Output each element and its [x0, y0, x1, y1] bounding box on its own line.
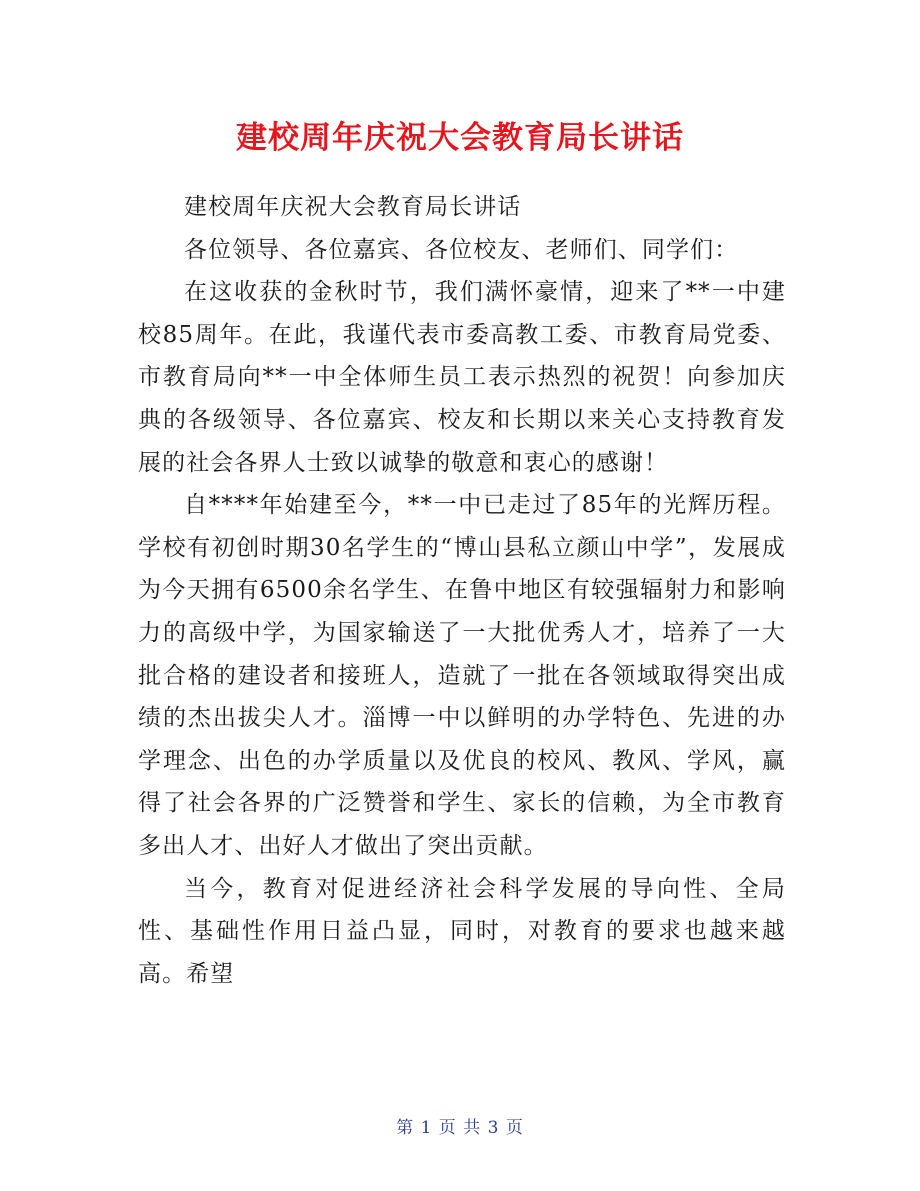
- paragraph-history: 自****年始建至今，**一中已走过了85年的光辉历程。学校有初创时期30名学生的“博山县私立颜山中学”，发展成为今天拥有6500余名学生、在鲁中地区有较强辐射力和影响力的高级中学，为国家输送了一大批优秀人才，培养了一大批合格的建设者和接班人，造就了一批在各领域取得突出成绩的杰出拔尖人才。淄博一中以鲜明的办学特色、先进的办学理念、出色的办学质量以及优良的校风、教风、学风，赢得了社会各界的广泛赞誉和学生、家长的信赖，为全市教育多出人才、出好人才做出了突出贡献。: [138, 492, 786, 859]
- paragraph-outlook: 当今，教育对促进经济社会科学发展的导向性、全局性、基础性作用日益凸显，同时，对教育的要求也越来越高。希望: [138, 875, 786, 987]
- document-title: 建校周年庆祝大会教育局长讲话: [236, 120, 684, 156]
- document-body: [138, 186, 786, 995]
- page-number-footer: 第 1 页 共 3 页: [396, 1118, 524, 1138]
- paragraph-greeting: 各位领导、各位嘉宾、各位校友、老师们、同学们：: [184, 236, 739, 263]
- paragraph-opening: 在这收获的金秋时节，我们满怀豪情，迎来了**一中建校85周年。在此，我谨代表市委高教工委、市教育局党委、市教育局向**一中全体师生员工表示热烈的祝贺！向参加庆典的各级领导、各位嘉宾、校友和长期以来关心支持教育发展的社会各界人士致以诚挚的敬意和衷心的感谢！: [138, 279, 786, 476]
- paragraph-subtitle: 建校周年庆祝大会教育局长讲话: [184, 194, 522, 220]
